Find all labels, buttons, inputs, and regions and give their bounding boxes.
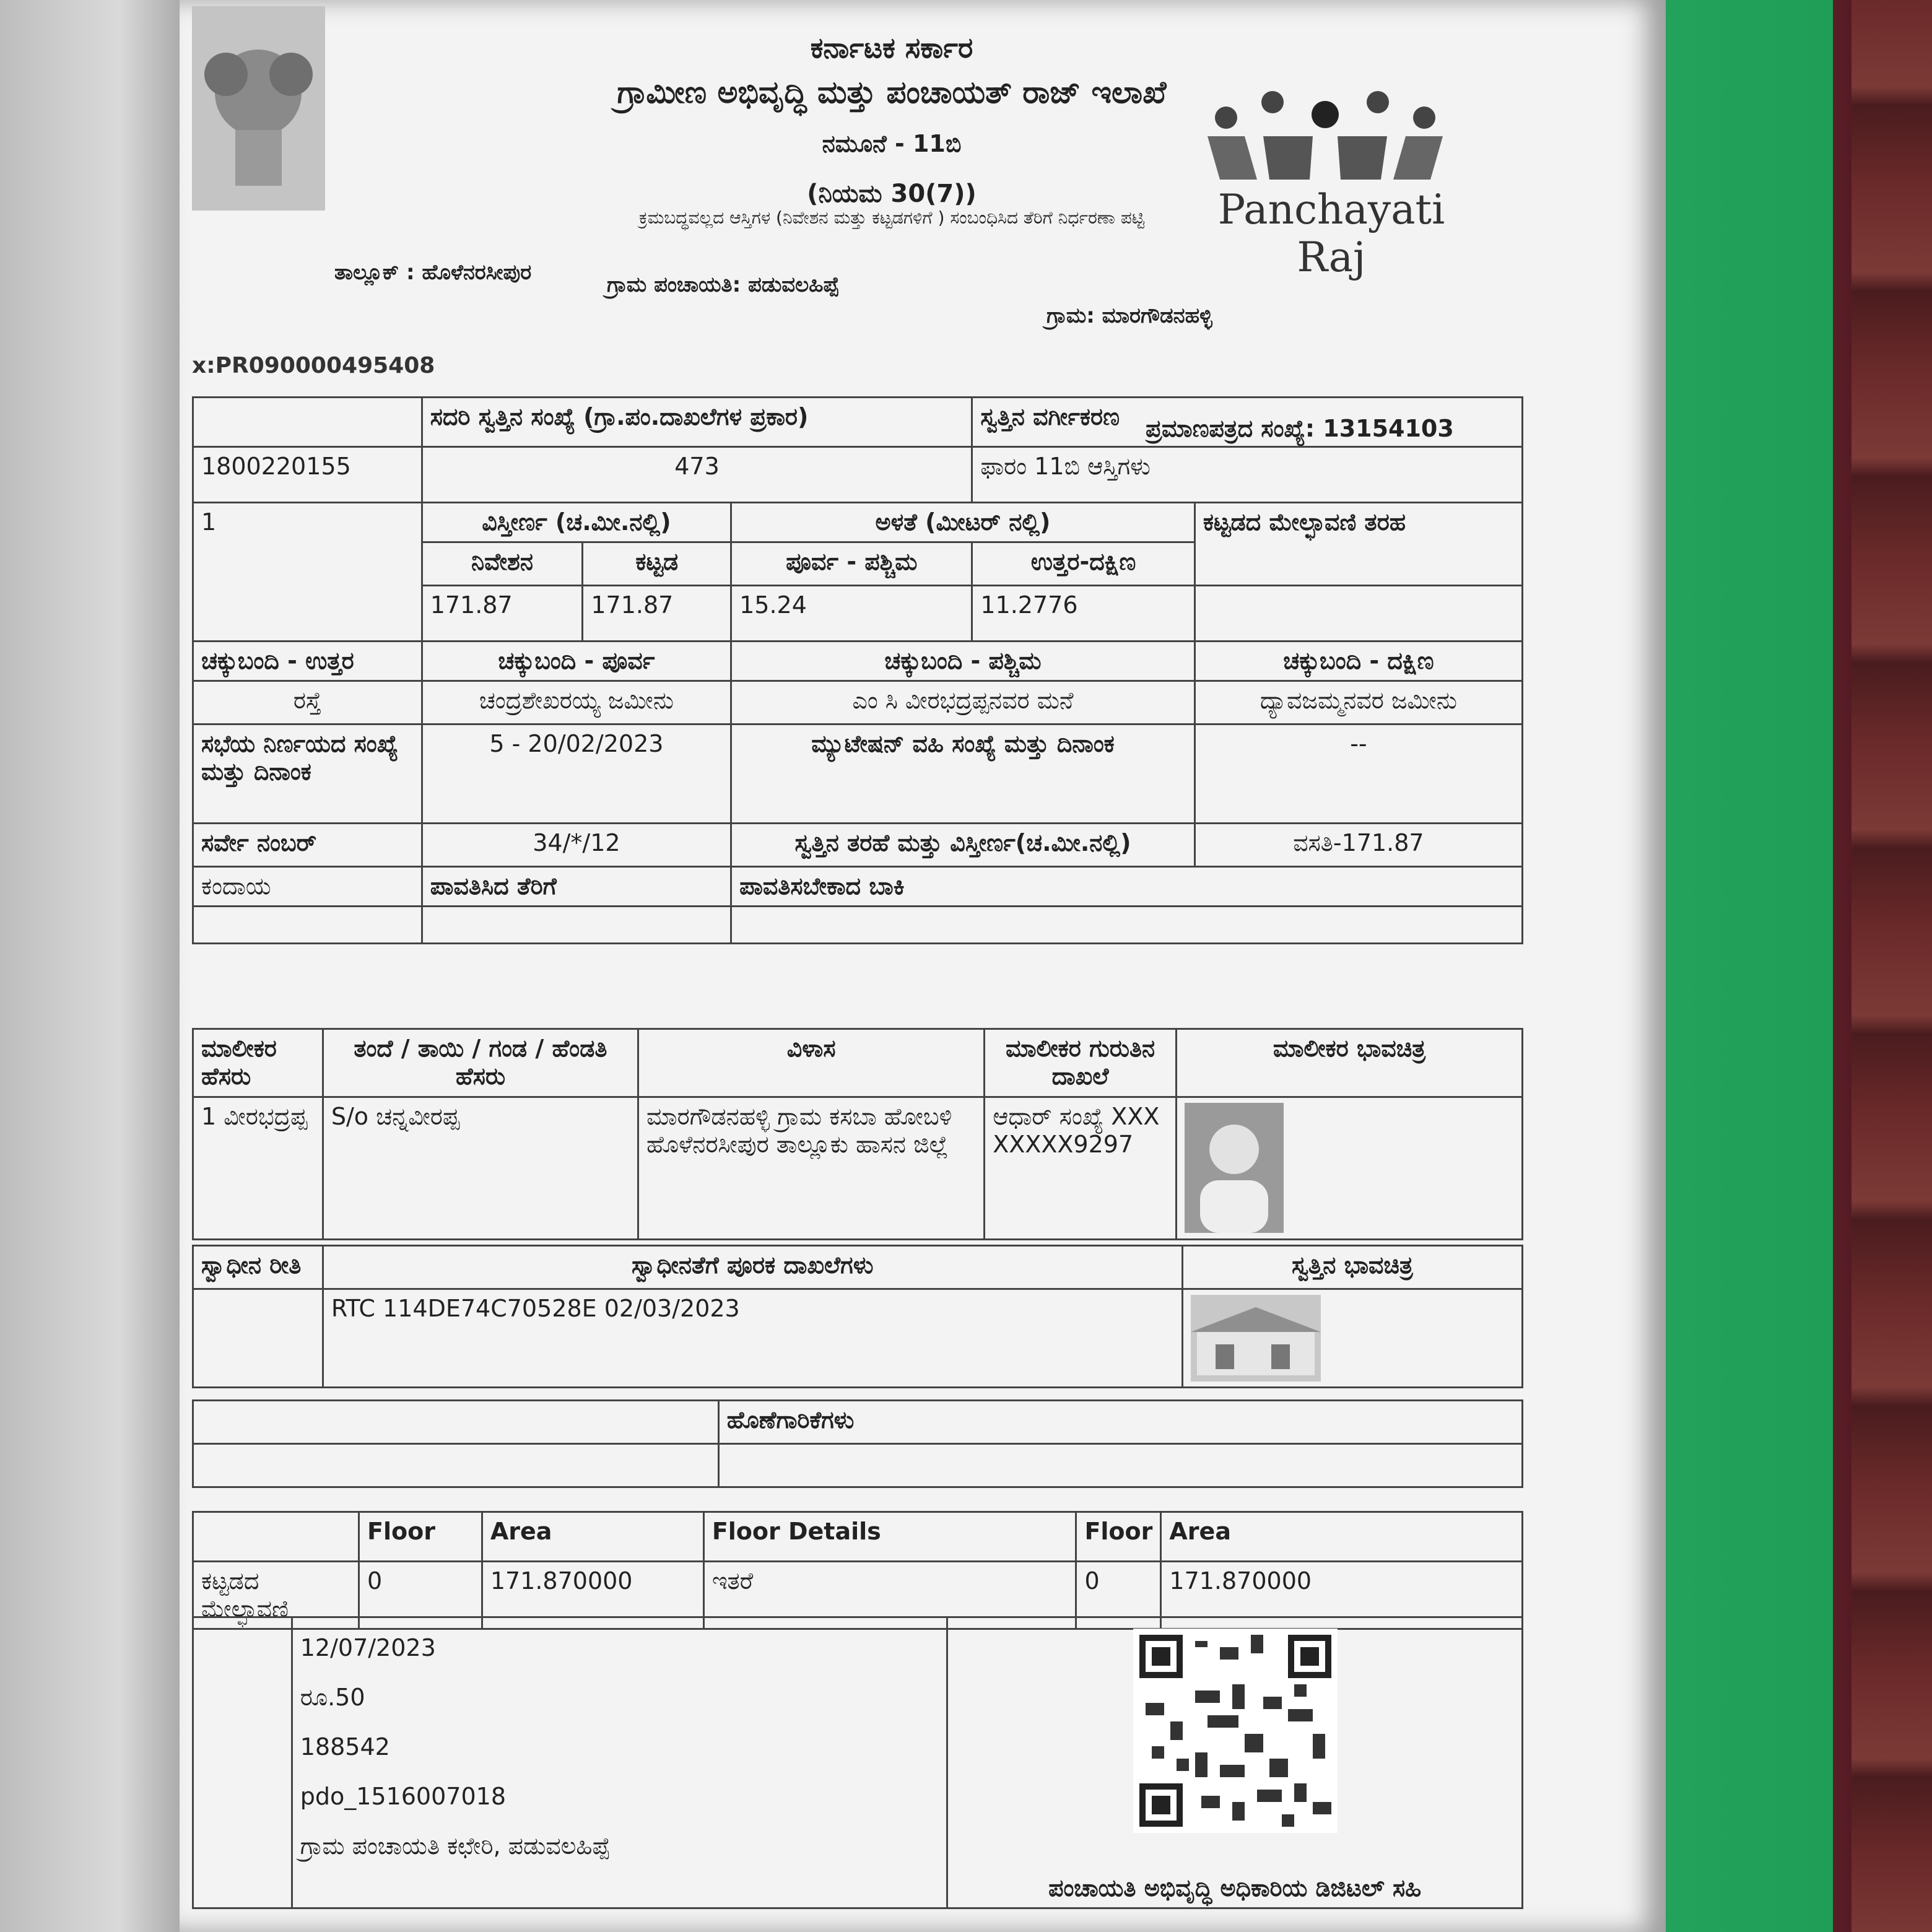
taluk-label: ತಾಲ್ಲೂಕ್ : ಹೊಳೆನರಸೀಪುರ [334,260,532,285]
karnataka-emblem-icon [192,6,325,211]
floor-table [192,1511,1523,1630]
floor-header: Floor [359,1512,482,1562]
footer-left [193,1617,292,1908]
owner-photo-header: ಮಾಲೀಕರ ಭಾವಚಿತ್ರ [1176,1029,1522,1097]
area-header-floor: Area [482,1512,703,1562]
site-area-value: 171.87 [422,586,583,642]
possession-type-header: ಸ್ವಾಧೀನ ರೀತಿ [193,1246,323,1289]
address-value: ಮಾರಗೌಡನಹಳ್ಳಿ ಗ್ರಾಮ ಕಸಬಾ ಹೋಬಳಿ ಹೊಳೆನರಸೀಪುರ ತಾಲ್ಲೂಕು ಹಾಸನ ಜಿಲ್ಲೆ [638,1097,985,1240]
property-table [192,396,1523,944]
possession-type-value [193,1289,323,1388]
supporting-docs-header: ಸ್ವಾಧೀನತೆಗೆ ಪೂರಕ ದಾಖಲೆಗಳು [323,1246,1182,1289]
boundary-south-header: ಚಕ್ಕುಬಂದಿ - ದಕ್ಷಿಣ [1194,642,1522,681]
boundary-east-value: ಚಂದ್ರಶೇಖರಯ್ಯ ಜಮೀನು [422,681,731,724]
survey-value: 34/*/12 [422,824,731,867]
property-photo [1191,1295,1321,1382]
owner-name-header: ಮಾಲೀಕರ ಹೆಸರು [193,1029,323,1097]
site-header: ನಿವೇಶನ [422,542,583,586]
tax-paid-value [422,907,731,944]
resolution-header: ಸಭೆಯ ನಿರ್ಣಯದ ಸಂಖ್ಯೆ ಮತ್ತು ದಿನಾಂಕ [193,724,422,824]
building-area-value: 171.87 [583,586,731,642]
property-photo-cell [1182,1289,1522,1388]
property-id: 1800220155 [193,447,422,503]
owner-name-value: 1 ವೀರಭದ್ರಪ್ಪ [193,1097,323,1240]
property-number-header: ಸದರಿ ಸ್ವತ್ತಿನ ಸಂಖ್ಯೆ (ಗ್ರಾ.ಪಂ.ದಾಖಲೆಗಳ ಪ್ರಕಾರ) [422,398,972,447]
mutation-value: -- [1194,724,1522,824]
tax-row-left [193,907,422,944]
roof-type-header: ಕಟ್ಟಡದ ಮೇಲ್ಛಾವಣಿ ತರಹ [1194,503,1522,586]
roof-type-value [1194,586,1522,642]
floor-row-left [193,1512,359,1562]
row3-left: 1 [193,503,422,642]
liabilities-table [192,1399,1523,1488]
form-number: ನಮೂನೆ - 11ಬಿ [822,130,962,157]
pr-number: x:PR090000495408 [192,353,435,378]
floor-details-header: Floor Details [703,1512,1076,1562]
property-photo-header: ಸ್ವತ್ತಿನ ಭಾವಚಿತ್ರ [1182,1246,1522,1289]
boundary-west-header: ಚಕ್ಕುಬಂದಿ - ಪಶ್ಚಿಮ [731,642,1195,681]
property-class-value: ಫಾರಂ 11ಬಿ ಆಸ್ತಿಗಳು [972,447,1523,503]
tax-left-label: ಕಂದಾಯ [193,867,422,907]
mutation-header: ಮ್ಯುಟೇಷನ್ ವಹಿ ಸಂಖ್ಯೆ ಮತ್ತು ದಿನಾಂಕ [731,724,1195,824]
property-class-header: ಸ್ವತ್ತಿನ ವರ್ಗೀಕರಣ [972,398,1523,447]
area-header-2: Area [1161,1512,1523,1562]
paper [180,0,1666,1932]
area-value-2: 171.870000 [1161,1562,1523,1629]
boundary-south-value: ದ್ಯಾವಜಮ್ಮನವರ ಜಮೀನು [1194,681,1522,724]
east-west-value: 15.24 [731,586,972,642]
background-wood [1852,0,1932,1932]
east-west-header: ಪೂರ್ವ - ಪಶ್ಚಿಮ [731,542,972,586]
liabilities-header: ಹೊಣೆಗಾರಿಕೆಗಳು [718,1401,1522,1444]
gram-panchayat-label: ಗ್ರಾಮ ಪಂಚಾಯತಿ: ಪಡುವಲಹಿಪ್ಪೆ [607,272,840,297]
north-south-header: ಉತ್ತರ-ದಕ್ಷಿಣ [972,542,1194,586]
government-title: ಕರ್ನಾಟಕ ಸರ್ಕಾರ [810,31,973,64]
issue-date: 12/07/2023 [300,1634,436,1661]
department-title: ಗ್ರಾಮೀಣ ಅಭಿವೃದ್ಧಿ ಮತ್ತು ಪಂಚಾಯತ್ ರಾಜ್ ಇಲಾಖೆ [617,74,1167,110]
panchayati-raj-logo-text: Panchayati Raj [1217,186,1445,281]
receipt-number: 188542 [300,1733,390,1760]
certificate-number: ಪ್ರಮಾಣಪತ್ರದ ಸಂಖ್ಯೆ: 13154103 [1146,415,1454,442]
rule-number: (ನಿಯಮ 30(7)) [807,180,977,208]
tax-due-header: ಪಾವತಿಸಬೇಕಾದ ಬಾಕಿ [731,867,1523,907]
resolution-value: 5 - 20/02/2023 [422,724,731,824]
roof-left-label: ಕಟ್ಟಡದ ಮೇಲ್ಛಾವಣಿ [193,1562,359,1629]
property-type-value: ವಸತಿ-171.87 [1194,824,1522,867]
supporting-docs-value: RTC 114DE74C70528E 02/03/2023 [323,1289,1182,1388]
area-value-floor: 171.870000 [482,1562,703,1629]
footer-info [292,1617,947,1908]
office-name: ಗ್ರಾಮ ಪಂಚಾಯತಿ ಕಛೇರಿ, ಪಡುವಲಹಿಪ್ಪೆ [300,1832,611,1860]
owner-photo [1185,1103,1284,1233]
digital-signature-label: ಪಂಚಾಯತಿ ಅಭಿವೃದ್ಧಿ ಅಧಿಕಾರಿಯ ಡಿಜಿಟಲ್ ಸಹಿ [1048,1874,1422,1902]
background-left [0,0,198,1932]
owner-photo-cell [1176,1097,1522,1240]
owner-id-value: ಆಧಾರ್ ಸಂಖ್ಯೆ XXXXXXXX9297 [985,1097,1177,1240]
dimension-header: ಅಳತೆ (ಮೀಟರ್ ನಲ್ಲಿ) [731,503,1195,542]
building-header: ಕಟ್ಟಡ [583,542,731,586]
qr-code-icon [1133,1629,1338,1833]
liabilities-value [718,1444,1522,1487]
north-south-value: 11.2776 [972,586,1194,642]
tax-due-value [731,907,1523,944]
address-header: ವಿಳಾಸ [638,1029,985,1097]
boundary-north-header: ಚಕ್ಕುಬಂದಿ - ಉತ್ತರ [193,642,422,681]
liabilities-left [193,1401,719,1444]
village-label: ಗ್ರಾಮ: ಮಾರಗೌಡನಹಳ್ಳಿ [1046,303,1212,328]
parent-name-value: S/o ಚನ್ನವೀರಪ್ಪ [323,1097,638,1240]
property-number-value: 473 [422,447,972,503]
issuer-user: pdo_1516007018 [300,1783,506,1810]
form-subtitle: ಕ್ರಮಬದ್ಧವಲ್ಲದ ಆಸ್ತಿಗಳ (ನಿವೇಶನ ಮತ್ತು ಕಟ್ಟಡಗಳಿಗೆ ) ಸಂಬಂಧಿಸಿದ ತೆರಿಗೆ ನಿರ್ಧರಣಾ ಪಟ್ಟಿ [638,207,1145,228]
boundary-east-header: ಚಕ್ಕುಬಂದಿ - ಪೂರ್ವ [422,642,731,681]
property-type-header: ಸ್ವತ್ತಿನ ತರಹೆ ಮತ್ತು ವಿಸ್ತೀರ್ಣ(ಚ.ಮೀ.ನಲ್ಲಿ) [731,824,1195,867]
floor-header-2: Floor [1076,1512,1161,1562]
floor-details-value: ಇತರೆ [703,1562,1076,1629]
boundary-north-value: ರಸ್ತೆ [193,681,422,724]
row1-left [193,398,422,447]
documents-table [192,1245,1523,1388]
parent-name-header: ತಂದೆ / ತಾಯಿ / ಗಂಡ / ಹೆಂಡತಿ ಹೆಸರು [323,1029,638,1097]
tax-paid-header: ಪಾವತಿಸಿದ ತೆರಿಗೆ [422,867,731,907]
document-sheet [180,0,1666,1932]
floor-value: 0 [359,1562,482,1629]
boundary-west-value: ಎಂ ಸಿ ವೀರಭದ್ರಪ್ಪನವರ ಮನೆ [731,681,1195,724]
liabilities-left-value [193,1444,719,1487]
owner-table [192,1028,1523,1240]
owner-id-header: ಮಾಲೀಕರ ಗುರುತಿನ ದಾಖಲೆ [985,1029,1177,1097]
fee-amount: ರೂ.50 [300,1684,365,1711]
floor-value-2: 0 [1076,1562,1161,1629]
area-header: ವಿಸ್ತೀರ್ಣ (ಚ.ಮೀ.ನಲ್ಲಿ) [422,503,731,542]
survey-header: ಸರ್ವೇ ನಂಬರ್ [193,824,422,867]
